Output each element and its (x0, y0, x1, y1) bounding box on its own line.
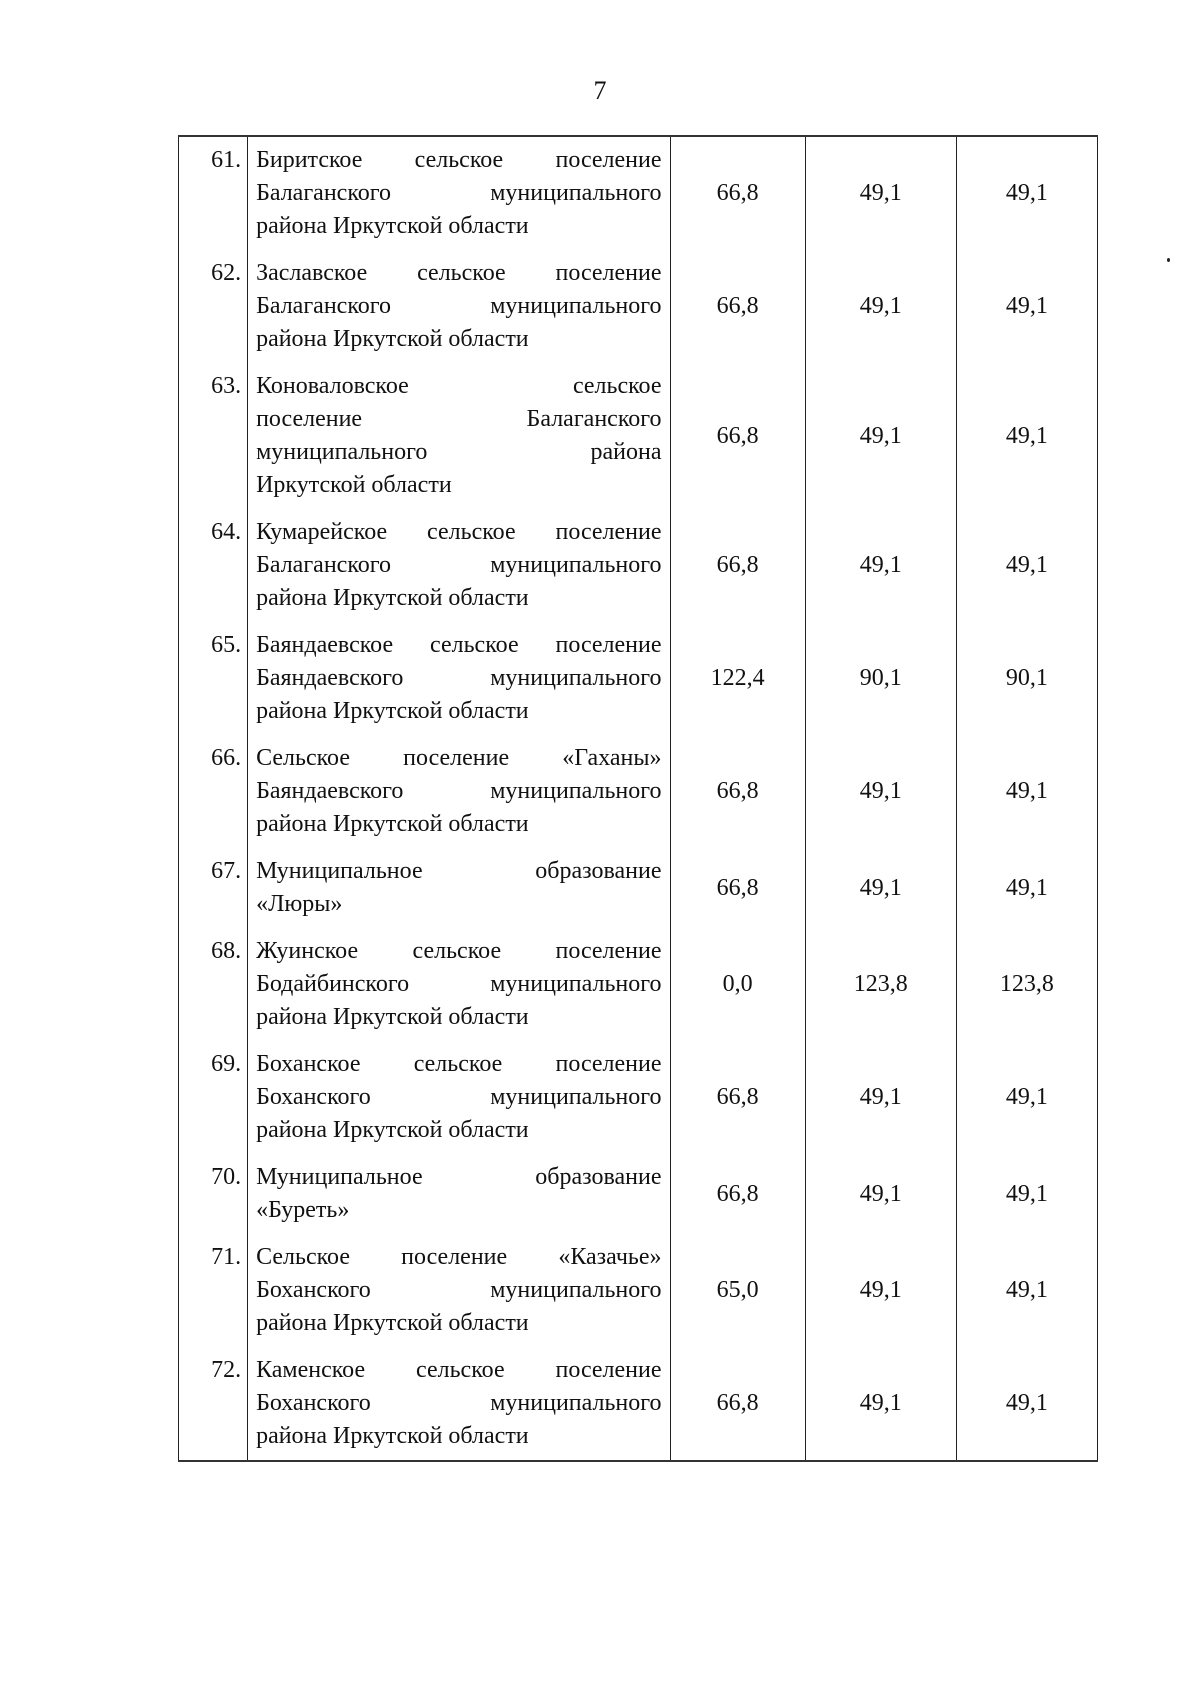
value-col-1: 122,4 (670, 622, 805, 735)
value-col-2: 49,1 (805, 1041, 956, 1154)
value-col-3: 49,1 (956, 250, 1097, 363)
row-number: 63. (179, 363, 248, 509)
value-col-3: 49,1 (956, 735, 1097, 848)
value-col-1: 66,8 (670, 735, 805, 848)
value-col-3: 123,8 (956, 928, 1097, 1041)
scan-speck (1167, 258, 1170, 262)
name-line: Баяндаевского муниципального (256, 665, 662, 691)
settlement-name (248, 1234, 670, 1347)
value-col-1: 65,0 (670, 1234, 805, 1347)
table-row (179, 848, 1098, 928)
value-col-3: 49,1 (956, 848, 1097, 928)
table-row (179, 735, 1098, 848)
value-col-1: 66,8 (670, 136, 805, 250)
value-col-2: 49,1 (805, 1347, 956, 1461)
name-line: Боханское сельское поселение (256, 1051, 662, 1077)
name-line: Баяндаевского муниципального (256, 778, 662, 804)
value-col-1: 66,8 (670, 1347, 805, 1461)
table-row (179, 509, 1098, 622)
name-line: района Иркутской области (256, 585, 529, 611)
settlement-name (248, 848, 670, 928)
settlement-name (248, 250, 670, 363)
name-line: Муниципальное образование (256, 1164, 662, 1190)
name-line: Баяндаевское сельское поселение (256, 632, 662, 658)
row-number: 67. (179, 848, 248, 928)
row-number: 62. (179, 250, 248, 363)
name-line: Сельское поселение «Гаханы» (256, 745, 662, 771)
value-col-2: 49,1 (805, 848, 956, 928)
name-line: муниципального района (256, 439, 662, 465)
value-col-1: 66,8 (670, 363, 805, 509)
value-col-2: 49,1 (805, 735, 956, 848)
page-number: 7 (593, 76, 607, 105)
row-number: 64. (179, 509, 248, 622)
name-line: Иркутской области (256, 472, 452, 498)
value-col-3: 90,1 (956, 622, 1097, 735)
name-line: Балаганского муниципального (256, 293, 662, 319)
settlement-name (248, 1041, 670, 1154)
name-line: района Иркутской области (256, 1310, 529, 1336)
name-line: района Иркутской области (256, 1117, 529, 1143)
settlement-name (248, 509, 670, 622)
settlement-name (248, 622, 670, 735)
table-row (179, 1041, 1098, 1154)
name-line: Каменское сельское поселение (256, 1357, 662, 1383)
name-line: района Иркутской области (256, 1004, 529, 1030)
row-number: 72. (179, 1347, 248, 1461)
settlement-name (248, 928, 670, 1041)
name-line: Боханского муниципального (256, 1390, 662, 1416)
name-line: Коноваловское сельское (256, 373, 662, 399)
name-line: района Иркутской области (256, 1423, 529, 1449)
table-row (179, 1234, 1098, 1347)
value-col-3: 49,1 (956, 509, 1097, 622)
settlement-name (248, 1347, 670, 1461)
name-line: района Иркутской области (256, 811, 529, 837)
value-col-2: 49,1 (805, 363, 956, 509)
name-line: района Иркутской области (256, 213, 529, 239)
name-line: Сельское поселение «Казачье» (256, 1244, 662, 1270)
value-col-3: 49,1 (956, 363, 1097, 509)
settlement-name (248, 1154, 670, 1234)
table-row (179, 1347, 1098, 1461)
name-line: Жуинское сельское поселение (256, 938, 662, 964)
value-col-2: 123,8 (805, 928, 956, 1041)
settlement-name (248, 136, 670, 250)
value-col-1: 66,8 (670, 250, 805, 363)
value-col-1: 0,0 (670, 928, 805, 1041)
settlement-name (248, 735, 670, 848)
table-row (179, 363, 1098, 509)
value-col-3: 49,1 (956, 136, 1097, 250)
name-line: Балаганского муниципального (256, 552, 662, 578)
row-number: 61. (179, 136, 248, 250)
name-line: Боханского муниципального (256, 1277, 662, 1303)
table-row (179, 928, 1098, 1041)
name-line: района Иркутской области (256, 326, 529, 352)
table-row (179, 136, 1098, 250)
value-col-3: 49,1 (956, 1154, 1097, 1234)
value-col-2: 49,1 (805, 1234, 956, 1347)
name-line: Боханского муниципального (256, 1084, 662, 1110)
name-line: Бодайбинского муниципального (256, 971, 662, 997)
value-col-2: 49,1 (805, 136, 956, 250)
name-line: района Иркутской области (256, 698, 529, 724)
name-line: «Буреть» (256, 1197, 350, 1223)
table-row (179, 250, 1098, 363)
name-line: Балаганского муниципального (256, 180, 662, 206)
value-col-1: 66,8 (670, 848, 805, 928)
settlement-name (248, 363, 670, 509)
value-col-1: 66,8 (670, 1154, 805, 1234)
value-col-2: 49,1 (805, 509, 956, 622)
name-line: Муниципальное образование (256, 858, 662, 884)
table-row (179, 1154, 1098, 1234)
table-row (179, 622, 1098, 735)
row-number: 69. (179, 1041, 248, 1154)
row-number: 65. (179, 622, 248, 735)
value-col-1: 66,8 (670, 1041, 805, 1154)
row-number: 68. (179, 928, 248, 1041)
value-col-3: 49,1 (956, 1041, 1097, 1154)
row-number: 66. (179, 735, 248, 848)
name-line: Заславское сельское поселение (256, 260, 662, 286)
value-col-3: 49,1 (956, 1347, 1097, 1461)
row-number: 70. (179, 1154, 248, 1234)
name-line: «Люры» (256, 891, 343, 917)
value-col-2: 49,1 (805, 1154, 956, 1234)
name-line: Кумарейское сельское поселение (256, 519, 662, 545)
value-col-2: 90,1 (805, 622, 956, 735)
settlements-table (178, 135, 1098, 1462)
value-col-3: 49,1 (956, 1234, 1097, 1347)
row-number: 71. (179, 1234, 248, 1347)
value-col-2: 49,1 (805, 250, 956, 363)
name-line: Биритское сельское поселение (256, 147, 662, 173)
name-line: поселение Балаганского (256, 406, 662, 432)
value-col-1: 66,8 (670, 509, 805, 622)
